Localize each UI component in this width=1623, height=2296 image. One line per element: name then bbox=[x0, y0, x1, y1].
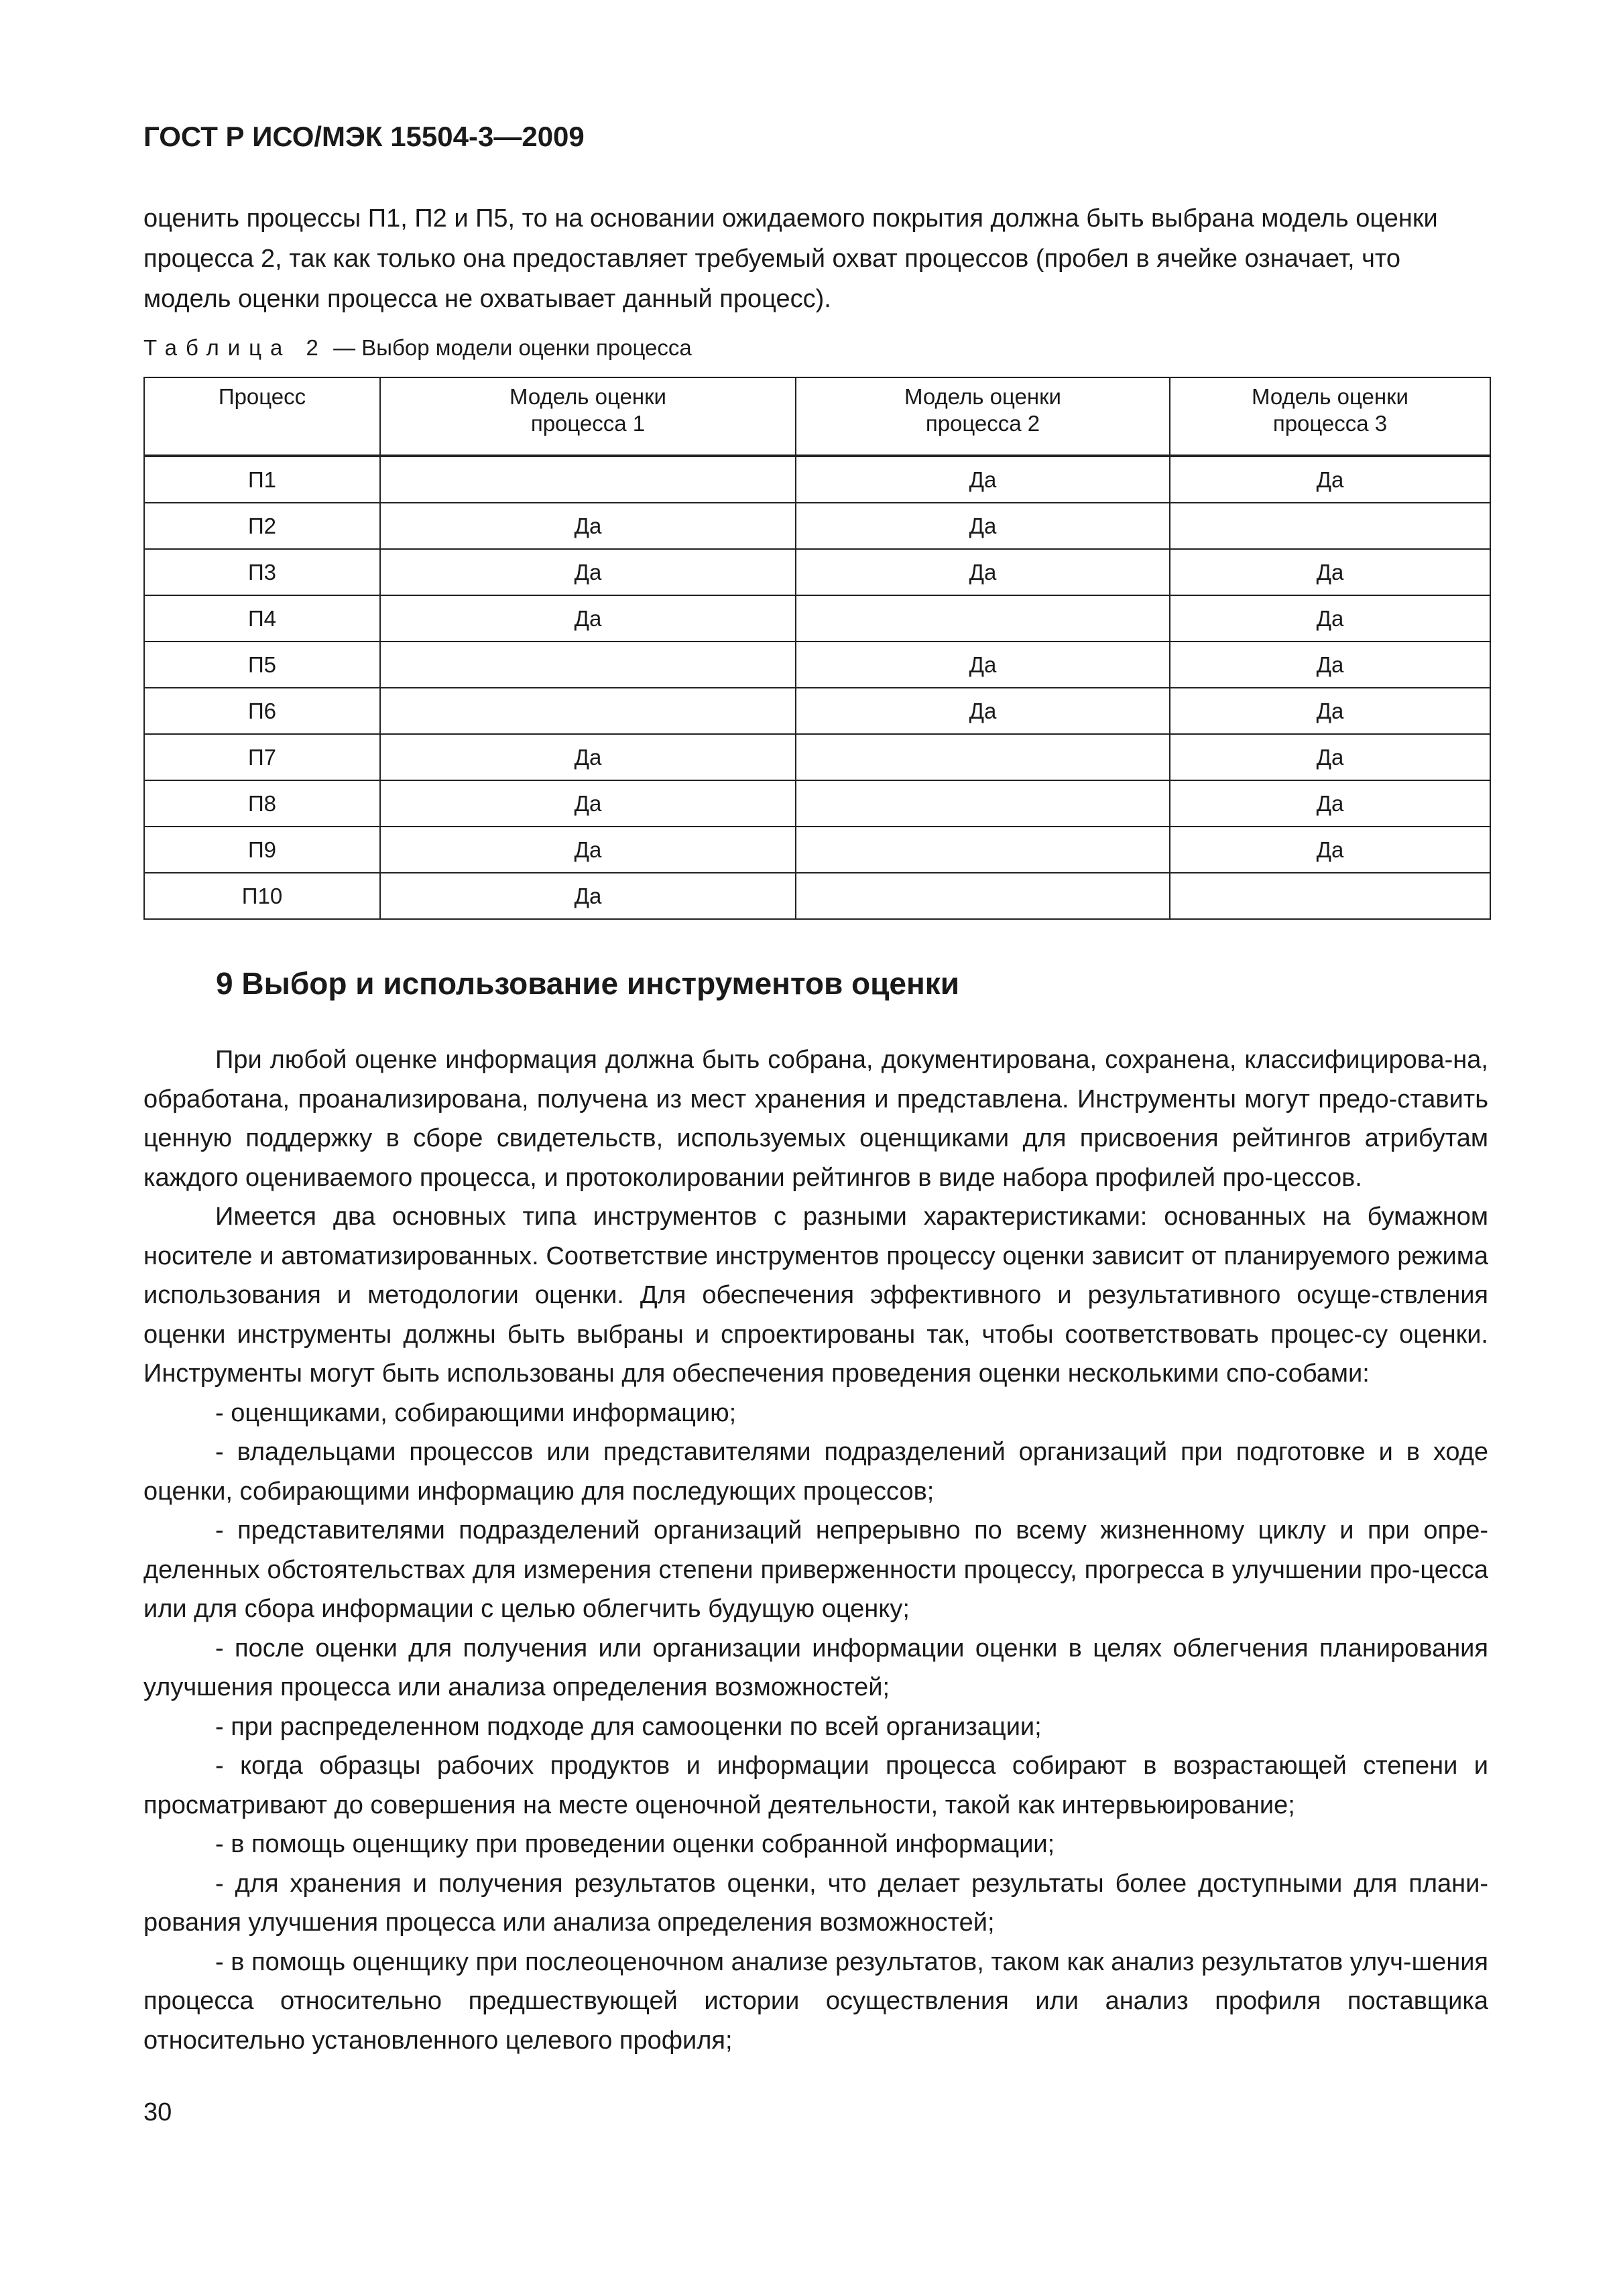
model-selection-table bbox=[143, 377, 1491, 920]
table-cell: Да bbox=[1170, 827, 1490, 873]
table-cell: П3 bbox=[144, 549, 380, 595]
intro-line: модель оценки процесса не охватывает данный процесс). bbox=[143, 285, 831, 313]
table-cell bbox=[1170, 503, 1490, 549]
table-cell: Да bbox=[380, 780, 796, 827]
table-row bbox=[144, 688, 1490, 734]
list-item: - представителями подразделений организаций непрерывно по всему жизненному циклу и при опре-деленных обстоятельствах для измерения степени приверженности процессу, прогресса в улучшении про-цесса или для сбора информации с целью облегчить будущую оценку; bbox=[143, 1516, 1488, 1623]
table-cell: Да bbox=[380, 734, 796, 780]
table-cell: Да bbox=[1170, 734, 1490, 780]
table-cell: П8 bbox=[144, 780, 380, 827]
table-cell bbox=[380, 642, 796, 688]
table-cell: Да bbox=[1170, 456, 1490, 503]
table-header-row bbox=[144, 377, 1490, 456]
table-cell: П4 bbox=[144, 595, 380, 642]
table-cell: Да bbox=[380, 503, 796, 549]
intro-line: оценить процессы П1, П2 и П5, то на основании ожидаемого покрытия должна быть выбрана модель оценки bbox=[143, 204, 1438, 233]
table-cell bbox=[796, 827, 1170, 873]
table-cell: П9 bbox=[144, 827, 380, 873]
table-cell: П5 bbox=[144, 642, 380, 688]
table-cell: Да bbox=[1170, 780, 1490, 827]
table-cell: Да bbox=[380, 549, 796, 595]
table-caption bbox=[143, 335, 692, 361]
table-cell: Да bbox=[1170, 549, 1490, 595]
column-header: Модель оценки процесса 2 bbox=[796, 377, 1170, 456]
column-header: Модель оценки процесса 3 bbox=[1170, 377, 1490, 456]
table-cell bbox=[796, 873, 1170, 919]
column-header: Модель оценки процесса 1 bbox=[380, 377, 796, 456]
table-cell: П6 bbox=[144, 688, 380, 734]
table-cell bbox=[380, 688, 796, 734]
table-cell: Да bbox=[1170, 595, 1490, 642]
list-item: - после оценки для получения или организации информации оценки в целях облегчения планирования улучшения процесса или анализа определения возможностей; bbox=[143, 1634, 1488, 1701]
table-row bbox=[144, 780, 1490, 827]
section-body bbox=[143, 1040, 1488, 2060]
table-cell: Да bbox=[796, 503, 1170, 549]
table-cell: Да bbox=[1170, 688, 1490, 734]
table-row bbox=[144, 873, 1490, 919]
table-cell bbox=[796, 595, 1170, 642]
table-cell: Да bbox=[796, 549, 1170, 595]
table-cell: Да bbox=[380, 827, 796, 873]
list-item: - оценщиками, собирающими информацию; bbox=[215, 1398, 737, 1427]
section-title: 9 Выбор и использование инструментов оценки bbox=[216, 966, 960, 1001]
table-row bbox=[144, 549, 1490, 595]
list-item: - для хранения и получения результатов оценки, что делает результаты более доступными для плани-рования улучшения процесса или анализа определения возможностей; bbox=[143, 1869, 1488, 1937]
table-row bbox=[144, 595, 1490, 642]
table-row bbox=[144, 642, 1490, 688]
table-cell: П2 bbox=[144, 503, 380, 549]
table-row bbox=[144, 827, 1490, 873]
table-row bbox=[144, 734, 1490, 780]
table-cell: Да bbox=[796, 456, 1170, 503]
list-item: - в помощь оценщику при проведении оценки собранной информации; bbox=[215, 1830, 1055, 1858]
table-cell: П1 bbox=[144, 456, 380, 503]
table-cell: Да bbox=[380, 595, 796, 642]
table-cell: Да bbox=[796, 642, 1170, 688]
list-item: - когда образцы рабочих продуктов и информации процесса собирают в возрастающей степени и просматривают до совершения на месте оценочной деятельности, такой как интервьюирование; bbox=[143, 1752, 1488, 1819]
table-cell: П7 bbox=[144, 734, 380, 780]
column-header: Процесс bbox=[144, 377, 380, 456]
list-item: - в помощь оценщику при послеоценочном анализе результатов, таком как анализ результатов улуч-шения процесса относительно предшествующей истории осуществления или анализ профиля поставщика относительно установленного целевого профиля; bbox=[143, 1947, 1488, 2055]
intro-line: процесса 2, так как только она предоставляет требуемый охват процессов (пробел в ячейке означает, что bbox=[143, 245, 1401, 273]
table-cell: Да bbox=[796, 688, 1170, 734]
body-paragraph: Имеется два основных типа инструментов с разными характеристиками: основанных на бумажном носителе и автоматизированных. Соответствие инструментов процессу оценки зависит от планируемого режима использования и методологии оценки. Для обеспечения эффективного и результативного осуще-ствления оценки инструменты должны быть выбраны и спроектированы так, чтобы соответствовать процес-су оценки. Инструменты могут быть использованы для обеспечения проведения оценки несколькими спо-собами: bbox=[143, 1203, 1488, 1388]
page-number: 30 bbox=[143, 2098, 172, 2126]
table-row bbox=[144, 456, 1490, 503]
table-cell: Да bbox=[380, 873, 796, 919]
table-cell bbox=[796, 780, 1170, 827]
body-paragraph: При любой оценке информация должна быть собрана, документирована, сохранена, классифицирова-на, обработана, проанализирована, получена из мест хранения и представлена. Инструменты могут предо-ставить ценную поддержку в сборе свидетельств, используемых оценщиками для присвоения рейтингов атрибутам каждого оцениваемого процесса, и протоколировании рейтингов в виде набора профилей про-цессов. bbox=[143, 1046, 1488, 1192]
table-cell bbox=[1170, 873, 1490, 919]
table-row bbox=[144, 503, 1490, 549]
list-item: - при распределенном подходе для самооценки по всей организации; bbox=[215, 1712, 1042, 1741]
table-cell: П10 bbox=[144, 873, 380, 919]
intro-paragraph bbox=[143, 198, 1488, 319]
table-cell: Да bbox=[1170, 642, 1490, 688]
document-header: ГОСТ Р ИСО/МЭК 15504-3—2009 bbox=[143, 121, 585, 152]
table-caption-text: — Выбор модели оценки процесса bbox=[326, 335, 692, 360]
table-cell bbox=[380, 456, 796, 503]
table-caption-label: Таблица 2 bbox=[143, 335, 327, 360]
list-item: - владельцами процессов или представителями подразделений организаций при подготовке и в ходе оценки, собирающими информацию для последующих процессов; bbox=[143, 1438, 1488, 1506]
table-cell bbox=[796, 734, 1170, 780]
